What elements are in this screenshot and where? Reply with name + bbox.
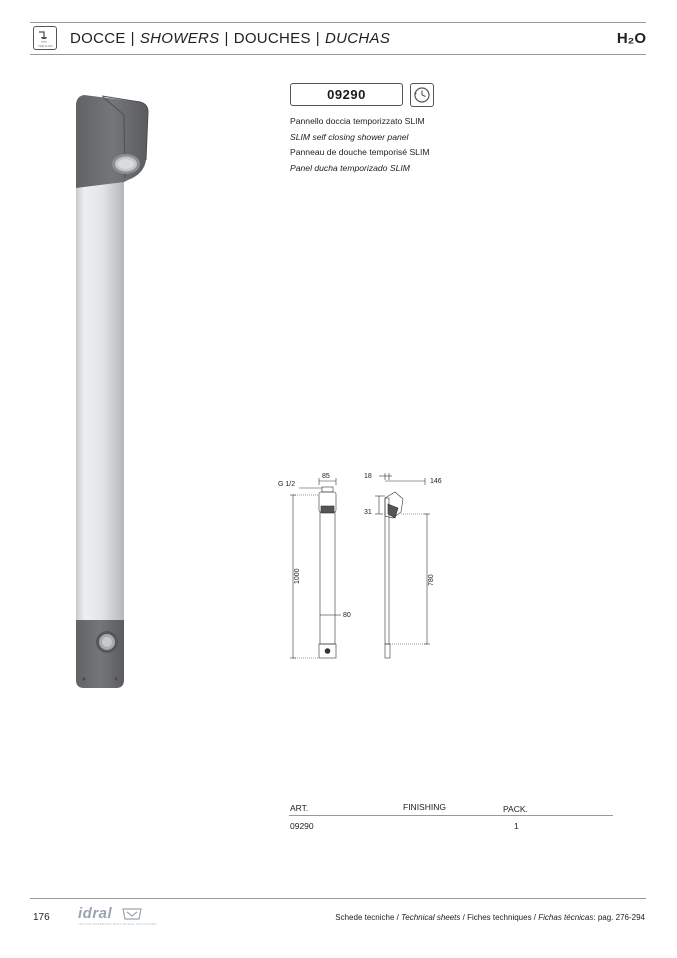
row-pack: 1 xyxy=(514,821,519,831)
dim-1000: 1000 xyxy=(294,568,301,584)
header-finishing: FINISHING xyxy=(403,802,446,812)
footer-note: Schede tecniche / Technical sheets / Fiches techniques / Fichas técnicas: pag. 276-294 xyxy=(335,913,645,922)
panel-head xyxy=(76,95,148,188)
front-view-body xyxy=(320,512,335,644)
category-it: DOCCE xyxy=(70,30,126,47)
brand-logo: idral xyxy=(78,905,113,922)
header-pack: PACK. xyxy=(503,804,528,814)
category-fr: DOUCHES xyxy=(233,30,311,47)
clock-timer-icon xyxy=(410,83,434,107)
category-es: DUCHAS xyxy=(325,30,391,47)
header-art: ART. xyxy=(290,803,309,813)
brand-badge-icon xyxy=(122,908,142,920)
dim-thread: G 1/2 xyxy=(278,481,296,488)
product-code: 09290 xyxy=(290,83,403,106)
dim-31: 31 xyxy=(364,509,372,516)
category-title: DOCCE | SHOWERS | DOUCHES | DUCHAS xyxy=(70,30,391,47)
page-number: 176 xyxy=(33,912,50,923)
shower-timer-icon xyxy=(33,26,57,50)
side-view-body xyxy=(385,498,389,644)
dim-146: 146 xyxy=(430,478,442,485)
dim-18: 18 xyxy=(364,473,372,480)
product-descriptions xyxy=(290,114,430,176)
icon-caption: TIME FLOW xyxy=(38,45,53,48)
description-fr: Panneau de douche temporisé SLIM xyxy=(290,147,430,157)
header-bottom-rule xyxy=(30,54,646,55)
dim-85: 85 xyxy=(322,473,330,480)
product-photo xyxy=(70,90,160,695)
brand-tagline: ITALIAN PATENTED ANTI-SCALE SOLUTIONS xyxy=(78,922,157,926)
table-rule xyxy=(289,815,613,816)
footer-rule xyxy=(30,898,646,899)
description-en: SLIM self closing shower panel xyxy=(290,131,409,142)
technical-drawing xyxy=(275,468,455,668)
panel-body xyxy=(76,182,124,622)
description-es: Panel ducha temporizado SLIM xyxy=(290,162,410,173)
description-it: Pannello doccia temporizzato SLIM xyxy=(290,116,425,126)
header-top-rule xyxy=(30,22,646,23)
h2o-label: H₂O xyxy=(616,30,646,47)
dim-780: 780 xyxy=(428,574,435,586)
category-en: SHOWERS xyxy=(139,30,220,47)
dim-80: 80 xyxy=(343,612,351,619)
row-art: 09290 xyxy=(290,821,314,831)
